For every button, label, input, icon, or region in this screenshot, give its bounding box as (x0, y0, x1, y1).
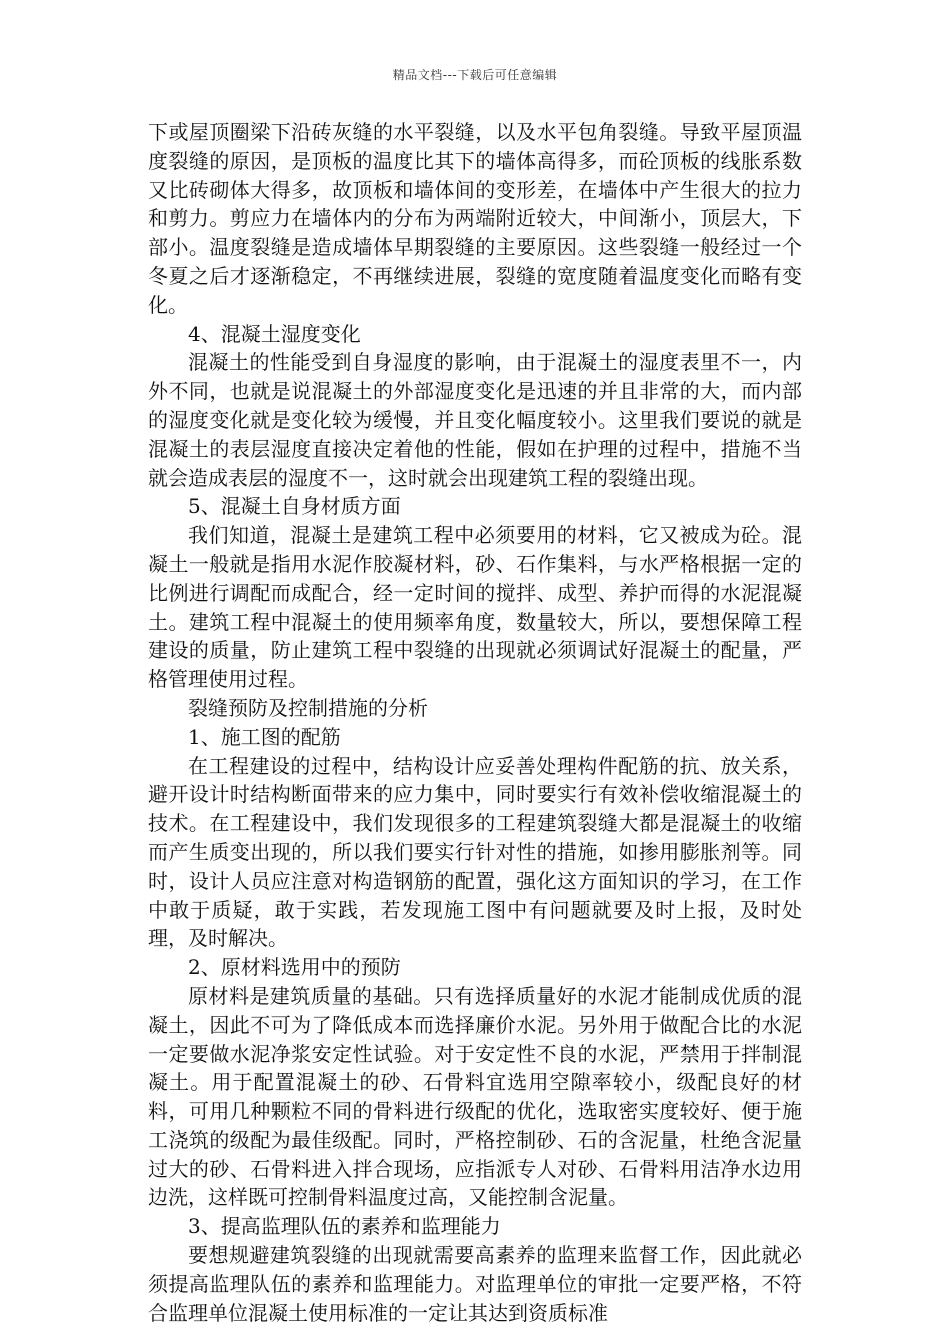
paragraph: 在工程建设的过程中，结构设计应妥善处理构件配筋的抗、放关系，避开设计时结构断面带来的应力集中，同时要实行有效补偿收缩混凝土的技术。在工程建设中，我们发现很多的工程建筑裂缝大都是混凝土的收缩而产生质变出现的，所以我们要实行针对性的措施，如掺用膨胀剂等。同时，设计人员应注意对构造钢筋的配置，强化这方面知识的学习，在工作中敢于质疑，敢于实践，若发现施工图中有问题就要及时上报，及时处理，及时解决。 (148, 753, 802, 951)
paragraph: 原材料是建筑质量的基础。只有选择质量好的水泥才能制成优质的混凝土，因此不可为了降低成本而选择廉价水泥。另外用于做配合比的水泥一定要做水泥净浆安定性试验。对于安定性不良的水泥，严禁用于拌制混凝土。用于配置混凝土的砂、石骨料宜选用空隙率较小，级配良好的材料，可用几种颗粒不同的骨料进行级配的优化，选取密实度较好、便于施工浇筑的级配为最佳级配。同时，严格控制砂、石的含泥量，杜绝含泥量过大的砂、石骨料进入拌合现场，应指派专人对砂、石骨料用洁净水边用边洗，这样既可控制骨料温度过高，又能控制含泥量。 (148, 983, 802, 1210)
document-body (148, 118, 802, 1327)
page-header: 精品文档---下载后可任意编辑 (392, 68, 558, 82)
section-heading: 2、原材料选用中的预防 (188, 955, 401, 980)
section-heading: 裂缝预防及控制措施的分析 (188, 695, 428, 720)
section-heading: 4、混凝土湿度变化 (188, 321, 361, 346)
paragraph: 要想规避建筑裂缝的出现就需要高素养的监理来监督工作，因此就必须提高监理队伍的素养和监理能力。对监理单位的审批一定要严格，不符合监理单位混凝土使用标准的一定让其达到资质标准 (148, 1243, 802, 1325)
paragraph: 我们知道，混凝土是建筑工程中必须要用的材料，它又被成为砼。混凝土一般就是指用水泥作胶凝材料，砂、石作集料，与水严格根据一定的比例进行调配而成配合，经一定时间的搅拌、成型、养护而得的水泥混凝土。建筑工程中混凝土的使用频率角度，数量较大，所以，要想保障工程建设的质量，防止建筑工程中裂缝的出现就必须调试好混凝土的配量，严格管理使用过程。 (148, 523, 802, 692)
section-heading: 5、混凝土自身材质方面 (188, 494, 401, 519)
section-heading: 3、提高监理队伍的素养和监理能力 (188, 1214, 501, 1239)
paragraph-continued: 下或屋顶圈梁下沿砖灰缝的水平裂缝，以及水平包角裂缝。导致平屋顶温度裂缝的原因，是顶板的温度比其下的墙体高得多，而砼顶板的线胀系数又比砖砌体大得多，故顶板和墙体间的变形差，在墙体中产生很大的拉力和剪力。剪应力在墙体内的分布为两端附近较大，中间渐小，顶层大，下部小。温度裂缝是造成墙体早期裂缝的主要原因。这些裂缝一般经过一个冬夏之后才逐渐稳定，不再继续进展，裂缝的宽度随着温度变化而略有变化。 (148, 120, 802, 317)
paragraph: 混凝土的性能受到自身湿度的影响，由于混凝土的湿度表里不一，内外不同，也就是说混凝土的外部湿度变化是迅速的并且非常的大，而内部的湿度变化就是变化较为缓慢，并且变化幅度较小。这里我们要说的就是混凝土的表层湿度直接决定着他的性能，假如在护理的过程中，措施不当就会造成表层的湿度不一，这时就会出现建筑工程的裂缝出现。 (148, 350, 802, 490)
section-heading: 1、施工图的配筋 (188, 724, 341, 749)
